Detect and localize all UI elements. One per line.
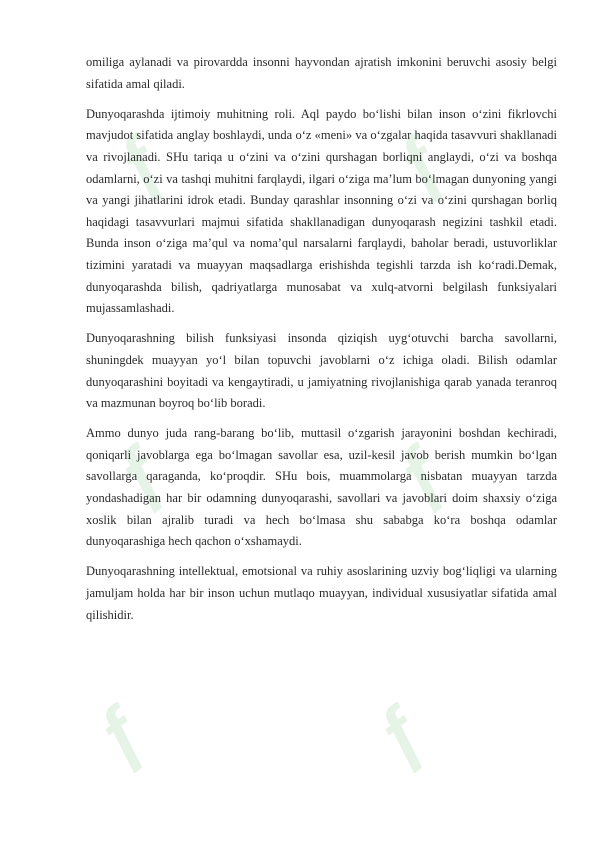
watermark-logo-icon: ƒ — [98, 117, 183, 208]
paragraph-social-environment: Dunyoqarashda ijtimoiy muhitning roli. Aql paydo bo‘lishi bilan inson o‘zini fikrlovchi mavjudot sifatida anglay boshlaydi, unda o‘z «meni» va o‘zgalar haqida tasavvuri shakllanadi va rivojlanadi. SHu tariqa u o‘zini va o‘zini qurshagan borliqni anglaydi, o‘zi va boshqa odamlarni, o‘zi va tashqi muhitni farqlaydi, ilgari o‘ziga ma’lum bo‘lmagan dunyoning yangi va yangi jihatlarini idrok etadi. Bunday qarashlar insonning o‘zi va o‘zini qurshagan borliq haqidagi tasavvurlari majmui sifatida shakllanadigan dunyoqarash negizini tashkil etadi. Bunda inson o‘ziga ma’qul va noma’qul narsalarni farqlaydi, baholar beradi, ustuvorliklar tizimini yaratadi va muayyan maqsadlarga erishishda tegishli tarzda ish ko‘radi.Demak, dunyoqarashda bilish, qadriyatlarga munosabat va xulq-atvorni belgilash funksiyalari mujassamlashadi. — [86, 106, 557, 316]
watermark-logo-icon: ƒ — [358, 687, 443, 778]
paragraph-foundations: Dunyoqarashning intellektual, emotsional va ruhiy asoslarining uzviy bog‘liqligi va ularning jamuljam holda har bir inson uchun mutlaqo muayyan, individual xususiyatlar sifatida amal qilishidir. — [86, 564, 557, 622]
paragraph-cognitive-function: Dunyoqarashning bilish funksiyasi insonda qiziqish uyg‘otuvchi barcha savollarni, shuningdek muayyan yo‘l bilan topuvchi javoblarni o‘z ichiga oladi. Bilish odamlar dunyoqarashini boyitadi va kengaytiradi, u jamiyatning rivojlanishiga qarab yanada teranroq va mazmunan boyroq bo‘lib boradi. — [86, 331, 557, 411]
watermark-logo-icon: ƒ — [378, 427, 463, 518]
paragraph-diverse-world: Ammo dunyo juda rang-barang bo‘lib, muttasil o‘zgarish jarayonini boshdan kechiradi, qoniqarli javoblarga ega bo‘lmagan savollar esa, uzil-kesil javob berish mumkin bo‘lgan savollarga qaraganda, ko‘proqdir. SHu bois, muammolarga nisbatan muayyan tarzda yondashadigan har bir odamning dunyoqarashi, savollari va javoblari doim shaxsiy o‘ziga xoslik bilan ajralib turadi va hech bo‘lmasa shu sababga ko‘ra boshqa odamlar dunyoqarashiga hech qachon o‘xshamaydi. — [86, 426, 557, 549]
watermark-logo-icon: ƒ — [378, 117, 463, 208]
paragraph-continuation: omiliga aylanadi va pirovardda insonni hayvondan ajratish imkonini beruvchi asosiy belgi sifatida amal qiladi. — [86, 55, 557, 91]
document-body — [86, 52, 557, 635]
watermark-logo-icon: ƒ — [78, 687, 163, 778]
watermark-logo-icon: ƒ — [98, 427, 183, 518]
